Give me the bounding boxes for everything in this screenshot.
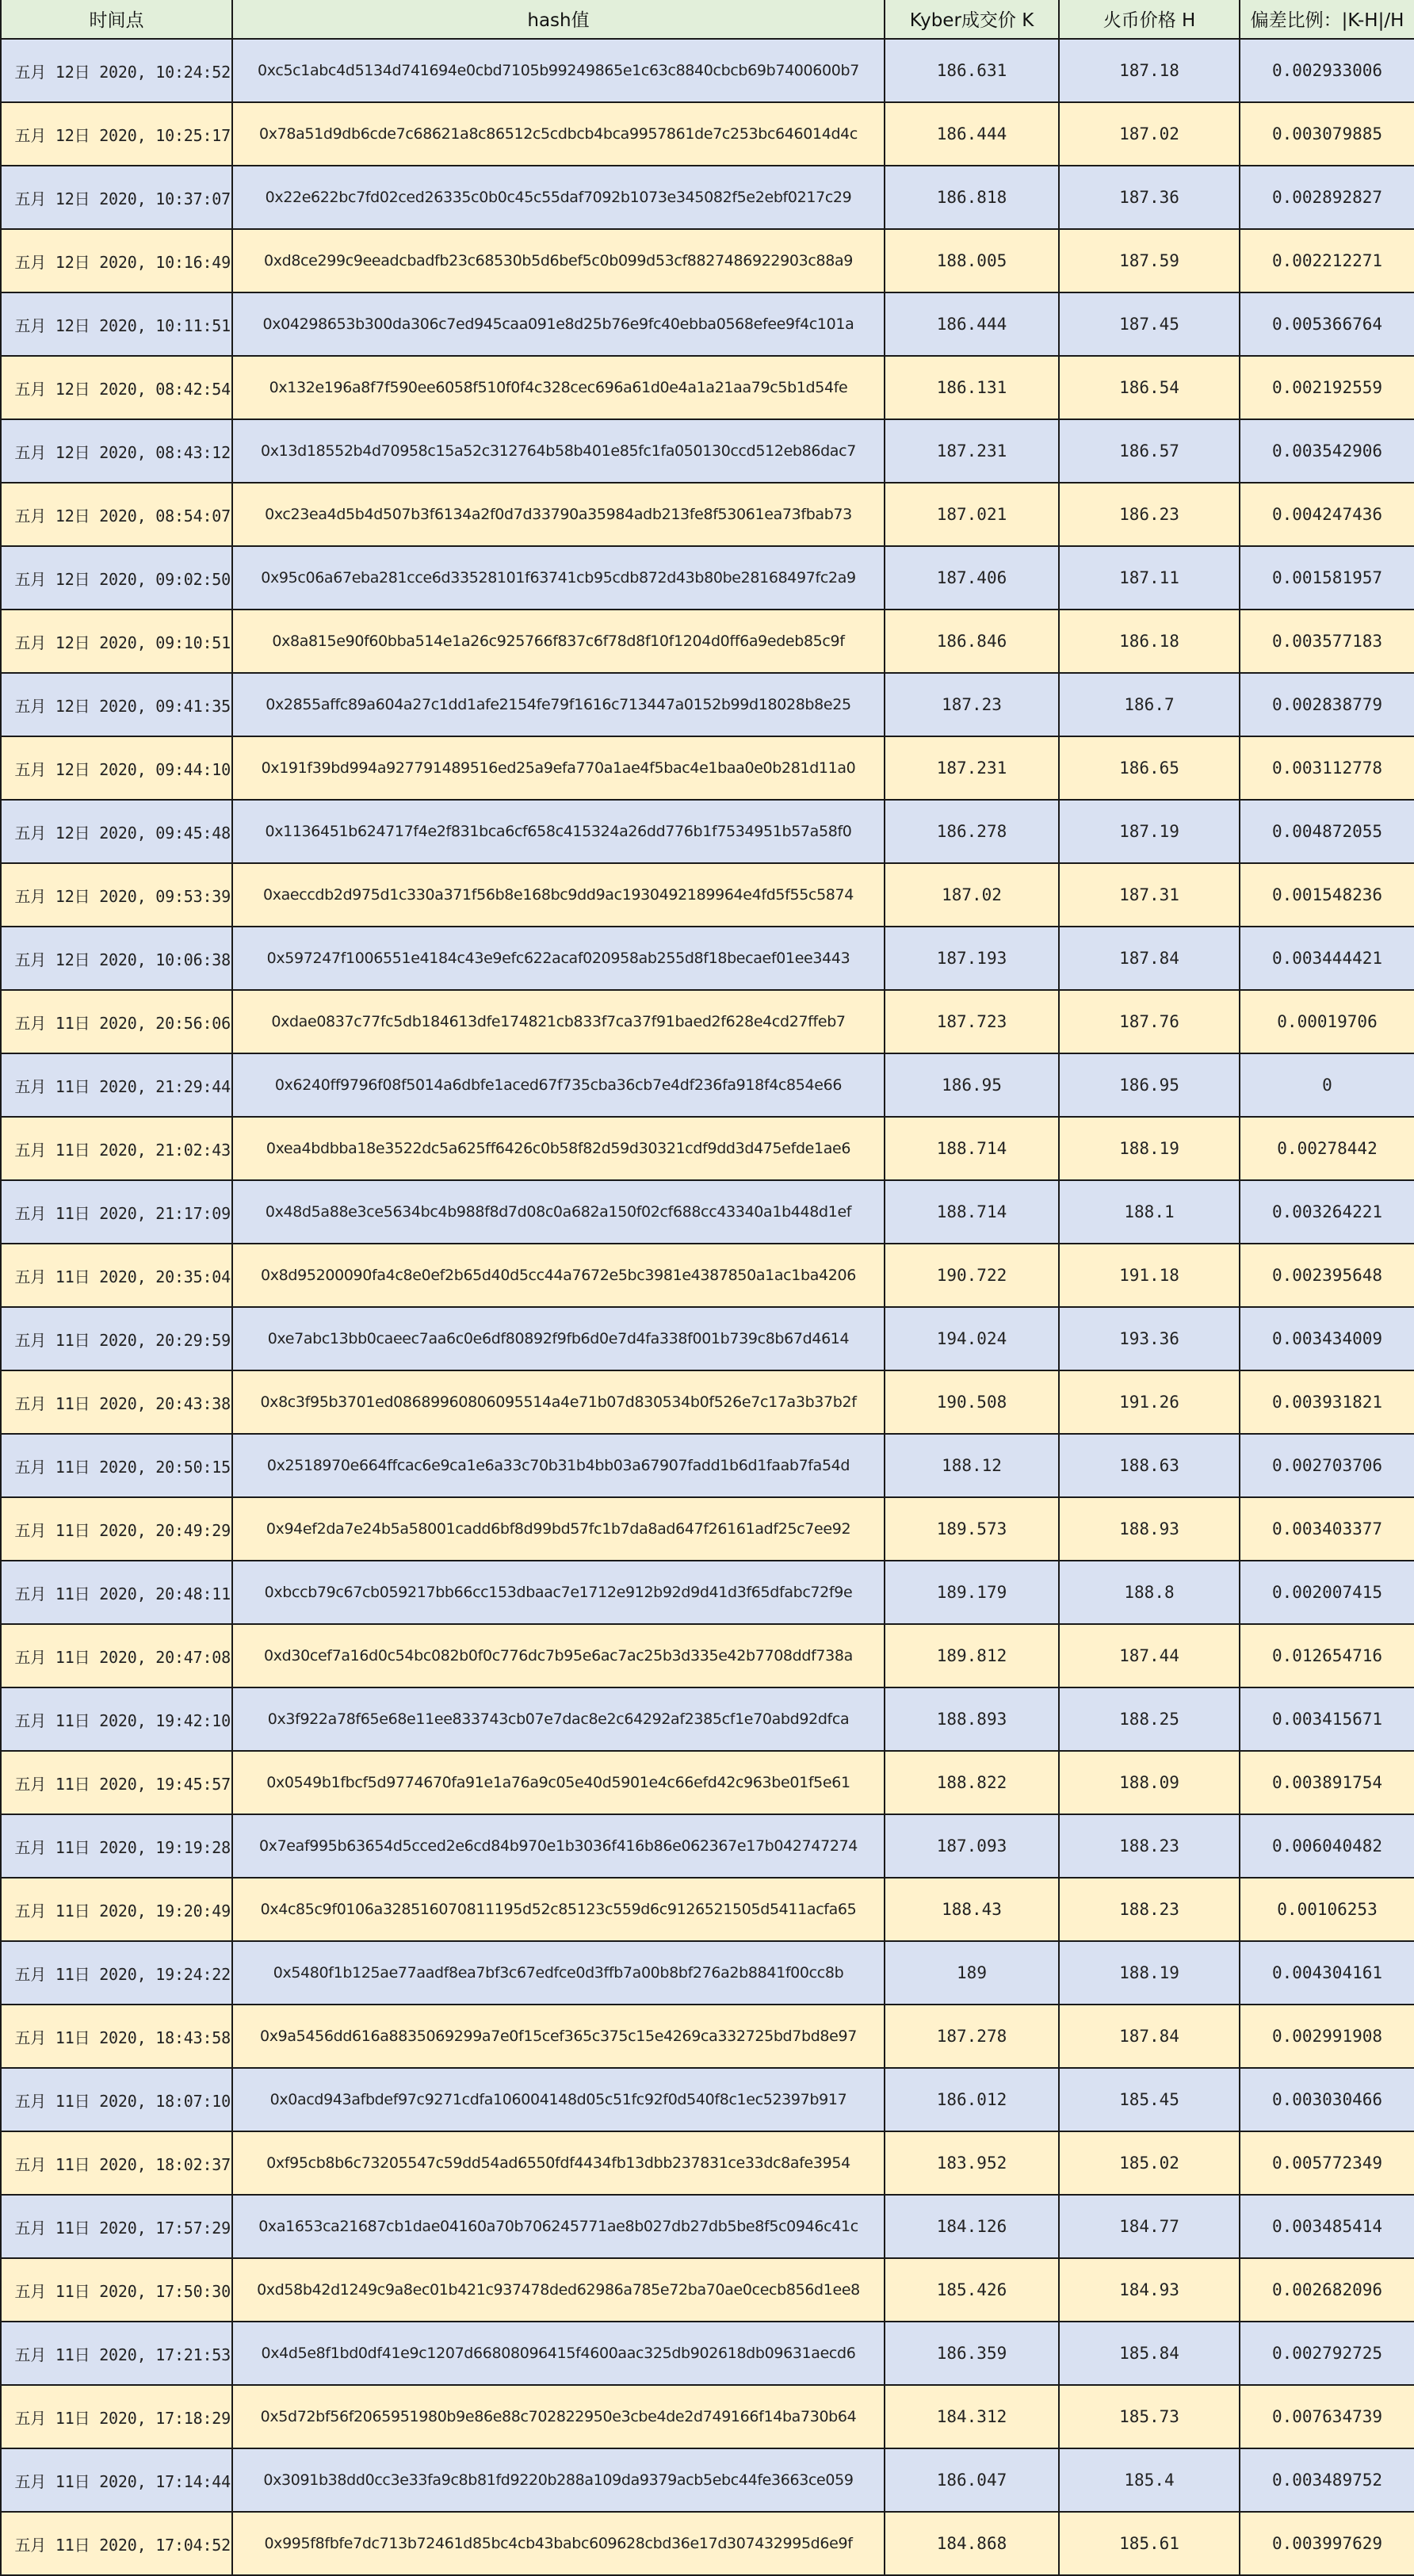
kyber-price-cell[interactable]: 188.714 xyxy=(885,1180,1059,1244)
huobi-price-cell[interactable]: 188.19 xyxy=(1059,1117,1240,1180)
huobi-price-cell[interactable]: 191.18 xyxy=(1059,1244,1240,1307)
kyber-price-cell[interactable]: 186.444 xyxy=(885,292,1059,356)
table-row xyxy=(1,1370,1414,1434)
kyber-price-cell[interactable]: 184.126 xyxy=(885,2195,1059,2258)
deviation-cell[interactable]: 0.004247436 xyxy=(1240,483,1414,546)
huobi-price-cell[interactable]: 186.7 xyxy=(1059,673,1240,736)
table-row xyxy=(1,2448,1414,2512)
table-row xyxy=(1,1497,1414,1561)
table-row xyxy=(1,610,1414,673)
huobi-price-cell[interactable]: 186.57 xyxy=(1059,419,1240,483)
kyber-price-cell[interactable]: 187.021 xyxy=(885,483,1059,546)
huobi-price-cell[interactable]: 187.31 xyxy=(1059,863,1240,927)
table-row xyxy=(1,419,1414,483)
deviation-cell[interactable]: 0.003489752 xyxy=(1240,2448,1414,2512)
hash-cell[interactable]: 0x132e196a8f7f590ee6058f510f0f4c328cec696a61d0e4a1a21aa79c5b1d54fe xyxy=(232,356,885,419)
table-row xyxy=(1,292,1414,356)
hash-cell[interactable]: 0x95c06a67eba281cce6d33528101f63741cb95cdb872d43b80be28168497fc2a9 xyxy=(232,546,885,610)
hash-cell[interactable]: 0x3f922a78f65e68e11ee833743cb07e7dac8e2c64292af2385cf1e70abd92dfca xyxy=(232,1687,885,1751)
time-cell[interactable]: 五月 11日 2020, 18:02:37 xyxy=(1,2131,232,2195)
huobi-price-cell[interactable]: 185.02 xyxy=(1059,2131,1240,2195)
deviation-cell[interactable]: 0.002933006 xyxy=(1240,39,1414,102)
kyber-price-cell[interactable]: 186.631 xyxy=(885,39,1059,102)
kyber-price-cell[interactable]: 187.723 xyxy=(885,990,1059,1053)
kyber-price-cell[interactable]: 188.822 xyxy=(885,1751,1059,1814)
hash-cell[interactable]: 0x8a815e90f60bba514e1a26c925766f837c6f78d8f10f1204d0ff6a9edeb85c9f xyxy=(232,610,885,673)
table-row xyxy=(1,800,1414,863)
time-cell[interactable]: 五月 11日 2020, 17:18:29 xyxy=(1,2385,232,2448)
time-cell[interactable]: 五月 11日 2020, 19:19:28 xyxy=(1,1814,232,1878)
deviation-cell[interactable]: 0.004304161 xyxy=(1240,1941,1414,2005)
kyber-price-cell[interactable]: 186.047 xyxy=(885,2448,1059,2512)
hash-cell[interactable]: 0xc5c1abc4d5134d741694e0cbd7105b99249865e1c63c8840cbcb69b7400600b7 xyxy=(232,39,885,102)
hash-cell[interactable]: 0x191f39bd994a927791489516ed25a9efa770a1ae4f5bac4e1baa0e0b281d11a0 xyxy=(232,736,885,800)
hash-cell[interactable]: 0x597247f1006551e4184c43e9efc622acaf020958ab255d8f18becaef01ee3443 xyxy=(232,927,885,990)
table-row xyxy=(1,39,1414,102)
deviation-cell[interactable]: 0.002395648 xyxy=(1240,1244,1414,1307)
table-row xyxy=(1,990,1414,1053)
time-cell[interactable]: 五月 12日 2020, 10:11:51 xyxy=(1,292,232,356)
time-cell[interactable]: 五月 11日 2020, 17:21:53 xyxy=(1,2322,232,2385)
deviation-cell[interactable]: 0.00019706 xyxy=(1240,990,1414,1053)
table-row xyxy=(1,673,1414,736)
hash-cell[interactable]: 0xc23ea4d5b4d507b3f6134a2f0d7d33790a35984adb213fe8f53061ea73fbab73 xyxy=(232,483,885,546)
huobi-price-cell[interactable]: 186.54 xyxy=(1059,356,1240,419)
huobi-price-cell[interactable]: 188.93 xyxy=(1059,1497,1240,1561)
time-cell[interactable]: 五月 11日 2020, 19:20:49 xyxy=(1,1878,232,1941)
time-cell[interactable]: 五月 11日 2020, 19:42:10 xyxy=(1,1687,232,1751)
table-row xyxy=(1,1117,1414,1180)
time-cell[interactable]: 五月 11日 2020, 18:07:10 xyxy=(1,2068,232,2131)
kyber-price-cell[interactable]: 187.23 xyxy=(885,673,1059,736)
deviation-cell[interactable]: 0.003931821 xyxy=(1240,1370,1414,1434)
huobi-price-cell[interactable]: 188.23 xyxy=(1059,1814,1240,1878)
deviation-cell[interactable]: 0.00106253 xyxy=(1240,1878,1414,1941)
column-header-huobi-price[interactable]: 火币价格 H xyxy=(1059,0,1240,39)
hash-cell[interactable]: 0x0acd943afbdef97c9271cdfa106004148d05c51fc92f0d540f8c1ec52397b917 xyxy=(232,2068,885,2131)
time-cell[interactable]: 五月 11日 2020, 20:50:15 xyxy=(1,1434,232,1497)
hash-cell[interactable]: 0xf95cb8b6c73205547c59dd54ad6550fdf4434fb13dbb237831ce33dc8afe3954 xyxy=(232,2131,885,2195)
kyber-price-cell[interactable]: 189.179 xyxy=(885,1561,1059,1624)
hash-cell[interactable]: 0xea4bdbba18e3522dc5a625ff6426c0b58f82d59d30321cdf9dd3d475efde1ae6 xyxy=(232,1117,885,1180)
deviation-cell[interactable]: 0.002792725 xyxy=(1240,2322,1414,2385)
kyber-price-cell[interactable]: 186.012 xyxy=(885,2068,1059,2131)
table-row xyxy=(1,1434,1414,1497)
time-cell[interactable]: 五月 12日 2020, 10:37:07 xyxy=(1,166,232,229)
table-row xyxy=(1,1751,1414,1814)
time-cell[interactable]: 五月 11日 2020, 19:45:57 xyxy=(1,1751,232,1814)
time-cell[interactable]: 五月 11日 2020, 17:57:29 xyxy=(1,2195,232,2258)
deviation-cell[interactable]: 0.003079885 xyxy=(1240,102,1414,166)
kyber-price-cell[interactable]: 186.131 xyxy=(885,356,1059,419)
huobi-price-cell[interactable]: 187.84 xyxy=(1059,2005,1240,2068)
kyber-price-cell[interactable]: 187.278 xyxy=(885,2005,1059,2068)
time-cell[interactable]: 五月 12日 2020, 10:16:49 xyxy=(1,229,232,292)
deviation-cell[interactable]: 0.002892827 xyxy=(1240,166,1414,229)
huobi-price-cell[interactable]: 186.95 xyxy=(1059,1053,1240,1117)
kyber-price-cell[interactable]: 186.846 xyxy=(885,610,1059,673)
kyber-price-cell[interactable]: 189.812 xyxy=(885,1624,1059,1687)
deviation-cell[interactable]: 0.003891754 xyxy=(1240,1751,1414,1814)
table-row xyxy=(1,483,1414,546)
huobi-price-cell[interactable]: 187.19 xyxy=(1059,800,1240,863)
table-row xyxy=(1,1307,1414,1370)
deviation-cell[interactable]: 0.007634739 xyxy=(1240,2385,1414,2448)
deviation-cell[interactable]: 0.002007415 xyxy=(1240,1561,1414,1624)
deviation-cell[interactable]: 0.003444421 xyxy=(1240,927,1414,990)
hash-cell[interactable]: 0xa1653ca21687cb1dae04160a70b706245771ae8b027db27db5be8f5c0946c41c xyxy=(232,2195,885,2258)
table-row xyxy=(1,2005,1414,2068)
kyber-price-cell[interactable]: 194.024 xyxy=(885,1307,1059,1370)
huobi-price-cell[interactable]: 188.23 xyxy=(1059,1878,1240,1941)
deviation-cell[interactable]: 0.001548236 xyxy=(1240,863,1414,927)
huobi-price-cell[interactable]: 187.59 xyxy=(1059,229,1240,292)
huobi-price-cell[interactable]: 188.25 xyxy=(1059,1687,1240,1751)
time-cell[interactable]: 五月 12日 2020, 09:02:50 xyxy=(1,546,232,610)
kyber-price-cell[interactable]: 188.714 xyxy=(885,1117,1059,1180)
hash-cell[interactable]: 0xe7abc13bb0caeec7aa6c0e6df80892f9fb6d0e7d4fa338f001b739c8b67d4614 xyxy=(232,1307,885,1370)
hash-cell[interactable]: 0x94ef2da7e24b5a58001cadd6bf8d99bd57fc1b7da8ad647f26161adf25c7ee92 xyxy=(232,1497,885,1561)
hash-cell[interactable]: 0x7eaf995b63654d5cced2e6cd84b970e1b3036f416b86e062367e17b042747274 xyxy=(232,1814,885,1878)
deviation-cell[interactable]: 0.003112778 xyxy=(1240,736,1414,800)
deviation-cell[interactable]: 0 xyxy=(1240,1053,1414,1117)
table-row xyxy=(1,1687,1414,1751)
time-cell[interactable]: 五月 12日 2020, 10:06:38 xyxy=(1,927,232,990)
table-row xyxy=(1,1053,1414,1117)
huobi-price-cell[interactable]: 185.61 xyxy=(1059,2512,1240,2575)
hash-cell[interactable]: 0x6240ff9796f08f5014a6dbfe1aced67f735cba36cb7e4df236fa918f4c854e66 xyxy=(232,1053,885,1117)
table-row xyxy=(1,2258,1414,2322)
time-cell[interactable]: 五月 12日 2020, 09:53:39 xyxy=(1,863,232,927)
hash-cell[interactable]: 0x8c3f95b3701ed08689960806095514a4e71b07d830534b0f526e7c17a3b37b2f xyxy=(232,1370,885,1434)
table-row xyxy=(1,546,1414,610)
huobi-price-cell[interactable]: 187.84 xyxy=(1059,927,1240,990)
header-row xyxy=(1,0,1414,39)
time-cell[interactable]: 五月 11日 2020, 20:43:38 xyxy=(1,1370,232,1434)
hash-cell[interactable]: 0xd8ce299c9eeadcbadfb23c68530b5d6bef5c0b099d53cf8827486922903c88a9 xyxy=(232,229,885,292)
table-row xyxy=(1,1180,1414,1244)
deviation-cell[interactable]: 0.002192559 xyxy=(1240,356,1414,419)
huobi-price-cell[interactable]: 187.76 xyxy=(1059,990,1240,1053)
kyber-price-cell[interactable]: 187.02 xyxy=(885,863,1059,927)
time-cell[interactable]: 五月 11日 2020, 19:24:22 xyxy=(1,1941,232,2005)
kyber-price-cell[interactable]: 185.426 xyxy=(885,2258,1059,2322)
huobi-price-cell[interactable]: 187.45 xyxy=(1059,292,1240,356)
huobi-price-cell[interactable]: 193.36 xyxy=(1059,1307,1240,1370)
huobi-price-cell[interactable]: 185.84 xyxy=(1059,2322,1240,2385)
huobi-price-cell[interactable]: 187.02 xyxy=(1059,102,1240,166)
huobi-price-cell[interactable]: 191.26 xyxy=(1059,1370,1240,1434)
huobi-price-cell[interactable]: 184.93 xyxy=(1059,2258,1240,2322)
kyber-price-cell[interactable]: 187.231 xyxy=(885,736,1059,800)
table-row xyxy=(1,2068,1414,2131)
kyber-price-cell[interactable]: 186.278 xyxy=(885,800,1059,863)
deviation-cell[interactable]: 0.005366764 xyxy=(1240,292,1414,356)
huobi-price-cell[interactable]: 187.36 xyxy=(1059,166,1240,229)
table-row xyxy=(1,736,1414,800)
kyber-price-cell[interactable]: 188.12 xyxy=(885,1434,1059,1497)
hash-cell[interactable]: 0xd30cef7a16d0c54bc082b0f0c776dc7b95e6ac7ac25b3d335e42b7708ddf738a xyxy=(232,1624,885,1687)
huobi-price-cell[interactable]: 186.23 xyxy=(1059,483,1240,546)
time-cell[interactable]: 五月 11日 2020, 20:48:11 xyxy=(1,1561,232,1624)
table-row xyxy=(1,229,1414,292)
deviation-cell[interactable]: 0.005772349 xyxy=(1240,2131,1414,2195)
table-row xyxy=(1,927,1414,990)
table-row xyxy=(1,2195,1414,2258)
time-cell[interactable]: 五月 12日 2020, 09:44:10 xyxy=(1,736,232,800)
kyber-price-cell[interactable]: 188.893 xyxy=(885,1687,1059,1751)
table-row xyxy=(1,1878,1414,1941)
table-row xyxy=(1,1244,1414,1307)
kyber-price-cell[interactable]: 190.722 xyxy=(885,1244,1059,1307)
time-cell[interactable]: 五月 11日 2020, 21:17:09 xyxy=(1,1180,232,1244)
huobi-price-cell[interactable]: 187.18 xyxy=(1059,39,1240,102)
huobi-price-cell[interactable]: 186.65 xyxy=(1059,736,1240,800)
hash-cell[interactable]: 0x8d95200090fa4c8e0ef2b65d40d5cc44a7672e5bc3981e4387850a1ac1ba4206 xyxy=(232,1244,885,1307)
time-cell[interactable]: 五月 12日 2020, 08:42:54 xyxy=(1,356,232,419)
kyber-price-cell[interactable]: 187.193 xyxy=(885,927,1059,990)
deviation-cell[interactable]: 0.012654716 xyxy=(1240,1624,1414,1687)
time-cell[interactable]: 五月 12日 2020, 10:24:52 xyxy=(1,39,232,102)
huobi-price-cell[interactable]: 184.77 xyxy=(1059,2195,1240,2258)
hash-cell[interactable]: 0x9a5456dd616a8835069299a7e0f15cef365c375c15e4269ca332725bd7bd8e97 xyxy=(232,2005,885,2068)
deviation-cell[interactable]: 0.003403377 xyxy=(1240,1497,1414,1561)
kyber-price-cell[interactable]: 187.231 xyxy=(885,419,1059,483)
kyber-price-cell[interactable]: 186.444 xyxy=(885,102,1059,166)
deviation-cell[interactable]: 0.002703706 xyxy=(1240,1434,1414,1497)
time-cell[interactable]: 五月 11日 2020, 20:56:06 xyxy=(1,990,232,1053)
deviation-cell[interactable]: 0.006040482 xyxy=(1240,1814,1414,1878)
kyber-price-cell[interactable]: 188.43 xyxy=(885,1878,1059,1941)
huobi-price-cell[interactable]: 185.45 xyxy=(1059,2068,1240,2131)
deviation-cell[interactable]: 0.002991908 xyxy=(1240,2005,1414,2068)
huobi-price-cell[interactable]: 188.8 xyxy=(1059,1561,1240,1624)
table-body xyxy=(1,39,1414,2575)
kyber-price-cell[interactable]: 184.312 xyxy=(885,2385,1059,2448)
hash-cell[interactable]: 0x0549b1fbcf5d9774670fa91e1a76a9c05e40d5901e4c66efd42c963be01f5e61 xyxy=(232,1751,885,1814)
huobi-price-cell[interactable]: 188.19 xyxy=(1059,1941,1240,2005)
deviation-cell[interactable]: 0.002212271 xyxy=(1240,229,1414,292)
huobi-price-cell[interactable]: 188.1 xyxy=(1059,1180,1240,1244)
table-row xyxy=(1,1941,1414,2005)
deviation-cell[interactable]: 0.003264221 xyxy=(1240,1180,1414,1244)
huobi-price-cell[interactable]: 187.44 xyxy=(1059,1624,1240,1687)
kyber-price-cell[interactable]: 186.359 xyxy=(885,2322,1059,2385)
deviation-cell[interactable]: 0.003434009 xyxy=(1240,1307,1414,1370)
kyber-price-cell[interactable]: 186.818 xyxy=(885,166,1059,229)
hash-cell[interactable]: 0x4c85c9f0106a328516070811195d52c85123c559d6c9126521505d5411acfa65 xyxy=(232,1878,885,1941)
hash-cell[interactable]: 0x22e622bc7fd02ced26335c0b0c45c55daf7092b1073e345082f5e2ebf0217c29 xyxy=(232,166,885,229)
deviation-cell[interactable]: 0.003997629 xyxy=(1240,2512,1414,2575)
hash-cell[interactable]: 0x1136451b624717f4e2f831bca6cf658c415324a26dd776b1f7534951b57a58f0 xyxy=(232,800,885,863)
time-cell[interactable]: 五月 12日 2020, 09:10:51 xyxy=(1,610,232,673)
hash-cell[interactable]: 0x48d5a88e3ce5634bc4b988f8d7d08c0a682a150f02cf688cc43340a1b448d1ef xyxy=(232,1180,885,1244)
deviation-cell[interactable]: 0.003415671 xyxy=(1240,1687,1414,1751)
huobi-price-cell[interactable]: 188.09 xyxy=(1059,1751,1240,1814)
deviation-cell[interactable]: 0.004872055 xyxy=(1240,800,1414,863)
hash-cell[interactable]: 0x3091b38dd0cc3e33fa9c8b81fd9220b288a109da9379acb5ebc44fe3663ce059 xyxy=(232,2448,885,2512)
kyber-price-cell[interactable]: 186.95 xyxy=(885,1053,1059,1117)
time-cell[interactable]: 五月 11日 2020, 20:49:29 xyxy=(1,1497,232,1561)
kyber-price-cell[interactable]: 183.952 xyxy=(885,2131,1059,2195)
table-row xyxy=(1,356,1414,419)
huobi-price-cell[interactable]: 185.4 xyxy=(1059,2448,1240,2512)
kyber-price-cell[interactable]: 187.406 xyxy=(885,546,1059,610)
time-cell[interactable]: 五月 11日 2020, 20:29:59 xyxy=(1,1307,232,1370)
deviation-cell[interactable]: 0.003030466 xyxy=(1240,2068,1414,2131)
column-header-hash[interactable]: hash值 xyxy=(232,0,885,39)
time-cell[interactable]: 五月 11日 2020, 20:47:08 xyxy=(1,1624,232,1687)
deviation-cell[interactable]: 0.003542906 xyxy=(1240,419,1414,483)
table-row xyxy=(1,1624,1414,1687)
hash-cell[interactable]: 0xdae0837c77fc5db184613dfe174821cb833f7ca37f91baed2f628e4cd27ffeb7 xyxy=(232,990,885,1053)
huobi-price-cell[interactable]: 185.73 xyxy=(1059,2385,1240,2448)
table-row xyxy=(1,863,1414,927)
huobi-price-cell[interactable]: 187.11 xyxy=(1059,546,1240,610)
hash-cell[interactable]: 0xd58b42d1249c9a8ec01b421c937478ded62986a785e72ba70ae0cecb856d1ee8 xyxy=(232,2258,885,2322)
kyber-price-cell[interactable]: 188.005 xyxy=(885,229,1059,292)
kyber-price-cell[interactable]: 190.508 xyxy=(885,1370,1059,1434)
deviation-cell[interactable]: 0.003577183 xyxy=(1240,610,1414,673)
deviation-cell[interactable]: 0.002682096 xyxy=(1240,2258,1414,2322)
hash-cell[interactable]: 0x13d18552b4d70958c15a52c312764b58b401e85fc1fa050130ccd512eb86dac7 xyxy=(232,419,885,483)
kyber-price-cell[interactable]: 187.093 xyxy=(885,1814,1059,1878)
table-row xyxy=(1,2131,1414,2195)
hash-cell[interactable]: 0x04298653b300da306c7ed945caa091e8d25b76e9fc40ebba0568efee9f4c101a xyxy=(232,292,885,356)
kyber-price-cell[interactable]: 184.868 xyxy=(885,2512,1059,2575)
table-row xyxy=(1,102,1414,166)
hash-cell[interactable]: 0x995f8fbfe7dc713b72461d85bc4cb43babc609628cbd36e17d307432995d6e9f xyxy=(232,2512,885,2575)
time-cell[interactable]: 五月 11日 2020, 17:04:52 xyxy=(1,2512,232,2575)
kyber-price-cell[interactable]: 189.573 xyxy=(885,1497,1059,1561)
table-row xyxy=(1,2385,1414,2448)
table-row xyxy=(1,2322,1414,2385)
time-cell[interactable]: 五月 11日 2020, 17:50:30 xyxy=(1,2258,232,2322)
huobi-price-cell[interactable]: 188.63 xyxy=(1059,1434,1240,1497)
huobi-price-cell[interactable]: 186.18 xyxy=(1059,610,1240,673)
column-header-deviation-ratio[interactable]: 偏差比例：|K-H|/H xyxy=(1240,0,1414,39)
column-header-time[interactable]: 时间点 xyxy=(1,0,232,39)
deviation-cell[interactable]: 0.001581957 xyxy=(1240,546,1414,610)
deviation-cell[interactable]: 0.002838779 xyxy=(1240,673,1414,736)
table-row xyxy=(1,2512,1414,2575)
hash-cell[interactable]: 0x2855affc89a604a27c1dd1afe2154fe79f1616c713447a0152b99d18028b8e25 xyxy=(232,673,885,736)
time-cell[interactable]: 五月 11日 2020, 20:35:04 xyxy=(1,1244,232,1307)
time-cell[interactable]: 五月 11日 2020, 21:02:43 xyxy=(1,1117,232,1180)
time-cell[interactable]: 五月 11日 2020, 18:43:58 xyxy=(1,2005,232,2068)
column-header-kyber-price[interactable]: Kyber成交价 K xyxy=(885,0,1059,39)
table-row xyxy=(1,166,1414,229)
time-cell[interactable]: 五月 11日 2020, 21:29:44 xyxy=(1,1053,232,1117)
time-cell[interactable]: 五月 12日 2020, 08:43:12 xyxy=(1,419,232,483)
hash-cell[interactable]: 0xaeccdb2d975d1c330a371f56b8e168bc9dd9ac1930492189964e4fd5f55c5874 xyxy=(232,863,885,927)
time-cell[interactable]: 五月 11日 2020, 17:14:44 xyxy=(1,2448,232,2512)
table-row xyxy=(1,1561,1414,1624)
deviation-cell[interactable]: 0.003485414 xyxy=(1240,2195,1414,2258)
deviation-cell[interactable]: 0.00278442 xyxy=(1240,1117,1414,1180)
table-row xyxy=(1,1814,1414,1878)
hash-cell[interactable]: 0x78a51d9db6cde7c68621a8c86512c5cdbcb4bca9957861de7c253bc646014d4c xyxy=(232,102,885,166)
hash-cell[interactable]: 0x2518970e664ffcac6e9ca1e6a33c70b31b4bb03a67907fadd1b6d1faab7fa54d xyxy=(232,1434,885,1497)
hash-cell[interactable]: 0x5d72bf56f2065951980b9e86e88c702822950e3cbe4de2d749166f14ba730b64 xyxy=(232,2385,885,2448)
kyber-price-cell[interactable]: 189 xyxy=(885,1941,1059,2005)
hash-cell[interactable]: 0x4d5e8f1bd0df41e9c1207d66808096415f4600aac325db902618db09631aecd6 xyxy=(232,2322,885,2385)
time-cell[interactable]: 五月 12日 2020, 10:25:17 xyxy=(1,102,232,166)
time-cell[interactable]: 五月 12日 2020, 08:54:07 xyxy=(1,483,232,546)
time-cell[interactable]: 五月 12日 2020, 09:41:35 xyxy=(1,673,232,736)
time-cell[interactable]: 五月 12日 2020, 09:45:48 xyxy=(1,800,232,863)
hash-cell[interactable]: 0x5480f1b125ae77aadf8ea7bf3c67edfce0d3ffb7a00b8bf276a2b8841f00cc8b xyxy=(232,1941,885,2005)
hash-cell[interactable]: 0xbccb79c67cb059217bb66cc153dbaac7e1712e912b92d9d41d3f65dfabc72f9e xyxy=(232,1561,885,1624)
